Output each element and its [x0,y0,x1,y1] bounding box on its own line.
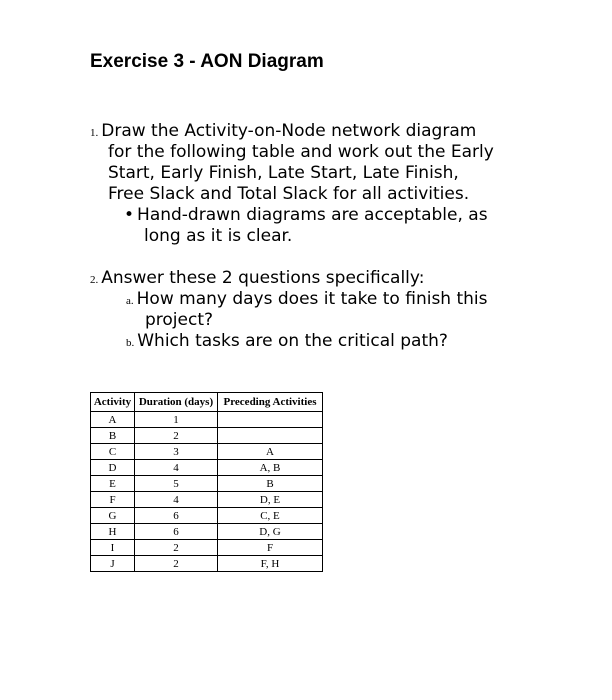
table-row [91,492,323,508]
q2a-label: a. [126,295,134,307]
table-row [91,556,323,572]
cell-duration: 1 [135,412,218,428]
cell-activity: G [91,508,135,524]
cell-activity: J [91,556,135,572]
cell-activity: F [91,492,135,508]
cell-duration: 4 [135,460,218,476]
cell-preceding [218,428,323,444]
q1-bullet-text-1: Hand-drawn diagrams are acceptable, as [137,205,488,225]
q1-text-4: Free Slack and Total Slack for all activities. [108,184,470,204]
q1-text-3: Start, Early Finish, Late Start, Late Finish, [108,163,459,183]
q2a-text-2: project? [145,310,214,330]
cell-duration: 4 [135,492,218,508]
q2b-text: Which tasks are on the critical path? [137,331,448,351]
q2b-label: b. [126,337,135,349]
q1-text-1: Draw the Activity-on-Node network diagram [101,121,477,141]
header-activity: Activity [91,393,135,412]
table-header-row [91,393,323,412]
activity-table [90,392,323,572]
page-title: Exercise 3 - AON Diagram [90,51,324,72]
table-row [91,476,323,492]
cell-duration: 2 [135,428,218,444]
cell-duration: 6 [135,508,218,524]
q2b-line [126,331,448,354]
q2-text: Answer these 2 questions specifically: [101,268,425,288]
table-row [91,428,323,444]
cell-activity: C [91,444,135,460]
header-duration: Duration (days) [135,393,218,412]
q1-line-1 [90,121,476,144]
table-row [91,460,323,476]
cell-duration: 2 [135,540,218,556]
cell-activity: B [91,428,135,444]
cell-preceding: C, E [218,508,323,524]
cell-activity: A [91,412,135,428]
table-row [91,540,323,556]
table-row [91,412,323,428]
table-row [91,444,323,460]
bullet-icon: • [124,205,135,225]
q2-number: 2. [90,274,99,286]
cell-activity: I [91,540,135,556]
cell-preceding: D, E [218,492,323,508]
table-row [91,524,323,540]
q1-bullet-line-1 [124,205,488,226]
cell-preceding: B [218,476,323,492]
cell-preceding: D, G [218,524,323,540]
cell-duration: 5 [135,476,218,492]
q2-line [90,268,424,291]
cell-duration: 6 [135,524,218,540]
cell-activity: D [91,460,135,476]
cell-preceding: A [218,444,323,460]
table-row [91,508,323,524]
q2a-text-1: How many days does it take to finish this [136,289,488,309]
cell-activity: E [91,476,135,492]
q1-number: 1. [90,127,99,139]
cell-duration: 3 [135,444,218,460]
cell-duration: 2 [135,556,218,572]
q2a-line-1 [126,289,488,312]
cell-preceding: F [218,540,323,556]
cell-activity: H [91,524,135,540]
header-preceding: Preceding Activities [218,393,323,412]
cell-preceding: A, B [218,460,323,476]
cell-preceding: F, H [218,556,323,572]
cell-preceding [218,412,323,428]
q1-text-2: for the following table and work out the Early [108,142,494,162]
q1-bullet-text-2: long as it is clear. [144,226,293,246]
